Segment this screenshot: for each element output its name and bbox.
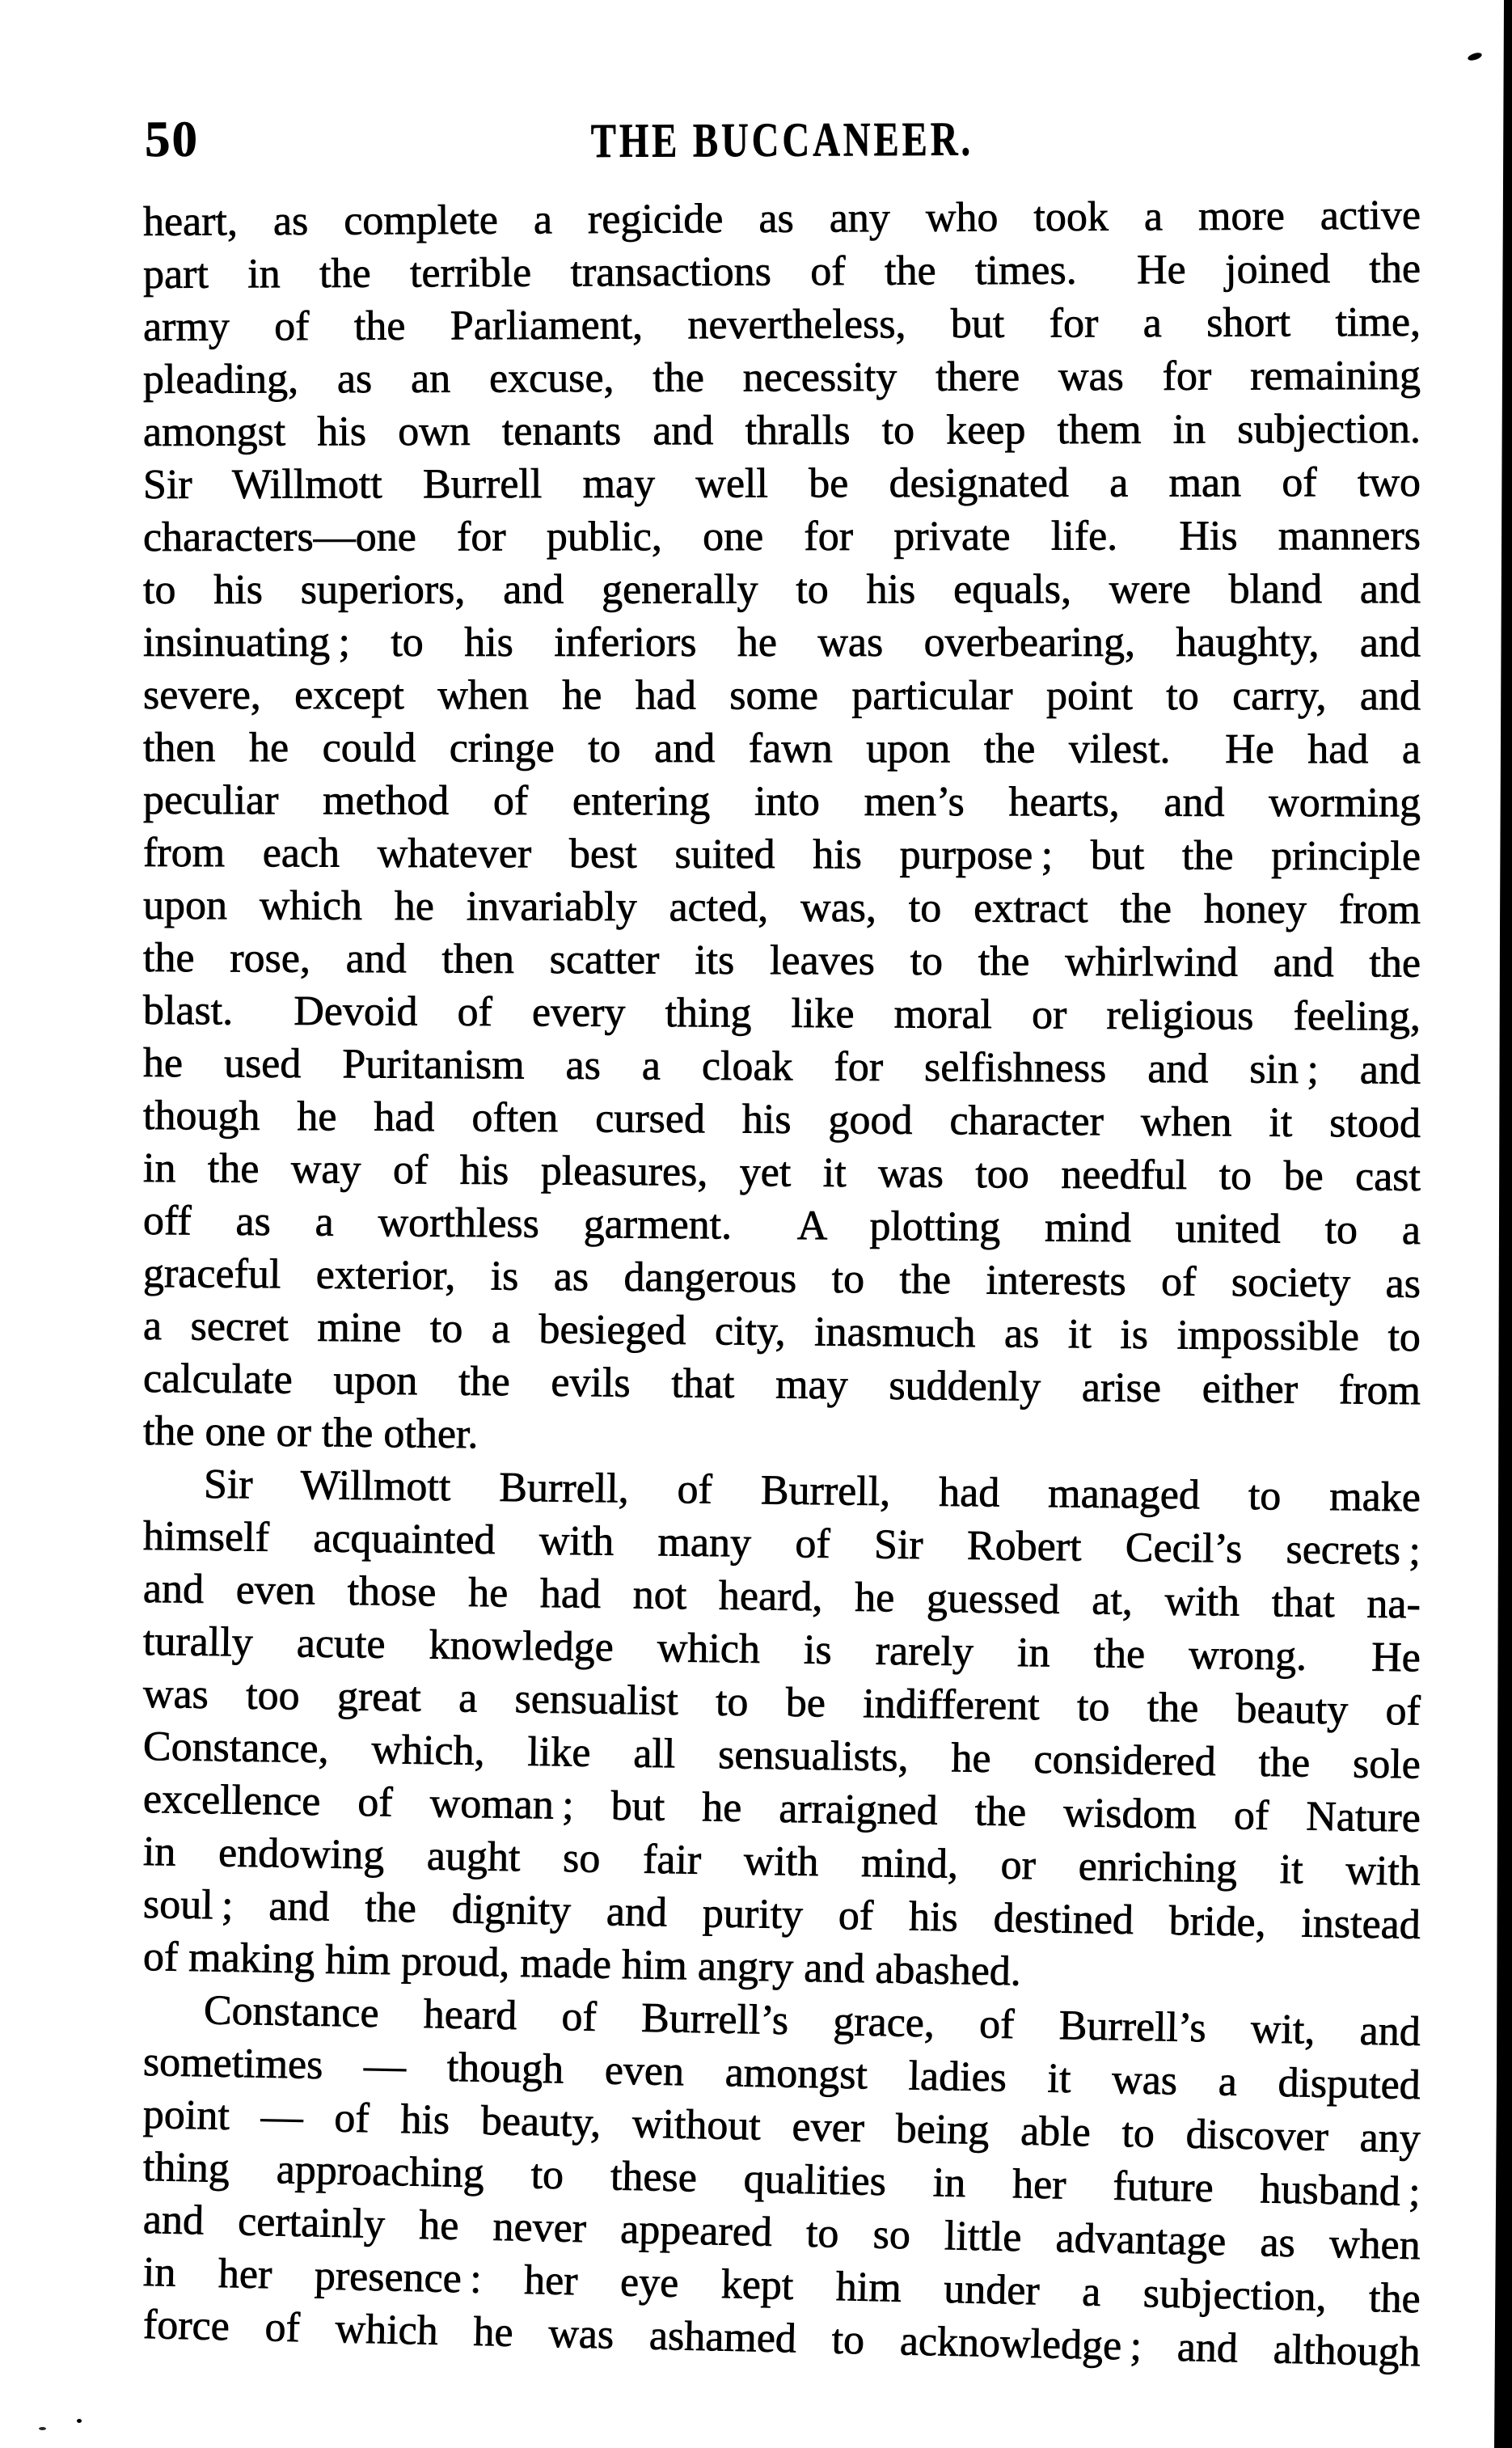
running-title <box>143 112 1421 167</box>
text-line: turally acute knowledge which is rarely in the wrong. He <box>142 1618 1421 1681</box>
text-line: sometimes — though even amongst ladies it was a disputed <box>142 2039 1421 2109</box>
text-line: insinuating ; to his inferiors he was overbearing, haughty, and <box>142 619 1421 666</box>
text-line: graceful exterior, is as dangerous to the interests of society as <box>142 1250 1421 1308</box>
text-line: and even those he had not heard, he guessed at, with that na- <box>142 1566 1421 1628</box>
text-line: Sir Willmott Burrell, of Burrell, had managed to make <box>203 1461 1421 1521</box>
text-line: though he had often cursed his good character when it stood <box>142 1093 1421 1147</box>
text-line: Constance, which, like all sensualists, he considered the sole <box>142 1723 1421 1788</box>
ink-speck <box>77 2419 82 2423</box>
page-number: 50 <box>144 110 200 167</box>
text-line: point — of his beauty, without ever being able to discover any <box>142 2091 1421 2163</box>
text-line: he used Puritanism as a cloak for selfishness and sin ; and <box>142 1040 1421 1093</box>
text-line: pleading, as an excuse, the necessity there was for remaining <box>142 352 1421 403</box>
text-line: a secret mine to a besieged city, inasmuch as it is impossible to <box>142 1303 1421 1361</box>
text-line: soul ; and the dignity and purity of his destined bride, instead <box>142 1881 1421 1948</box>
text-line: part in the terrible transactions of the times. He joined the <box>142 245 1421 298</box>
text-line: off as a worthless garment. A plotting mind united to a <box>142 1198 1421 1254</box>
running-header <box>143 106 1421 167</box>
running-title-text: THE BUCCANEER. <box>590 112 974 168</box>
text-line: the one or the other. <box>142 1408 479 1458</box>
text-line: of making him proud, made him angry and abashed. <box>142 1934 1022 1995</box>
text-line: from each whatever best suited his purpose ; but the principle <box>142 830 1421 880</box>
text-line: amongst his own tenants and thralls to keep them in subjection. <box>142 406 1421 455</box>
text-line: to his superiors, and generally to his equals, were bland and <box>142 566 1421 613</box>
text-block <box>142 192 1421 2376</box>
text-line: calculate upon the evils that may suddenly arise either from <box>142 1355 1421 1414</box>
text-line: and certainly he never appeared to so little advantage as when <box>142 2196 1421 2269</box>
text-line: heart, as complete a regicide as any who took a more active <box>142 192 1421 245</box>
text-line: then he could cringe to and fawn upon the vilest. He had a <box>142 725 1421 773</box>
text-line: army of the Parliament, nevertheless, but for a short time, <box>142 298 1421 350</box>
text-line: the rose, and then scatter its leaves to the whirlwind and the <box>142 935 1421 987</box>
text-line: thing approaching to these qualities in her future husband ; <box>142 2144 1421 2216</box>
text-line: Sir Willmott Burrell may well be designated a man of two <box>142 459 1421 508</box>
book-gutter-shadow <box>1493 0 1512 2448</box>
text-line: Constance heard of Burrell’s grace, of Burrell’s wit, and <box>203 1987 1421 2056</box>
text-line: in endowing aught so fair with mind, or enriching it with <box>142 1829 1421 1895</box>
ink-speck <box>39 2427 46 2430</box>
text-line: himself acquainted with many of Sir Robert Cecil’s secrets ; <box>142 1513 1421 1575</box>
text-line: in the way of his pleasures, yet it was too needful to be cast <box>142 1145 1421 1200</box>
ink-speck <box>1467 51 1483 61</box>
text-line: was too great a sensualist to be indifferent to the beauty of <box>142 1671 1421 1735</box>
text-line: in her presence : her eye kept him under a subjection, the <box>142 2249 1421 2323</box>
text-line: severe, except when he had some particular point to carry, and <box>142 672 1421 720</box>
text-line: blast. Devoid of every thing like moral or religious feeling, <box>142 987 1421 1040</box>
text-line: peculiar method of entering into men’s hearts, and worming <box>142 777 1421 827</box>
text-line: upon which he invariably acted, was, to extract the honey from <box>142 882 1421 933</box>
text-line: force of which he was ashamed to acknowledge ; and although <box>142 2302 1421 2376</box>
text-line: characters—one for public, one for private life. His manners <box>142 513 1421 560</box>
text-line: excellence of woman ; but he arraigned the wisdom of Nature <box>142 1776 1421 1841</box>
